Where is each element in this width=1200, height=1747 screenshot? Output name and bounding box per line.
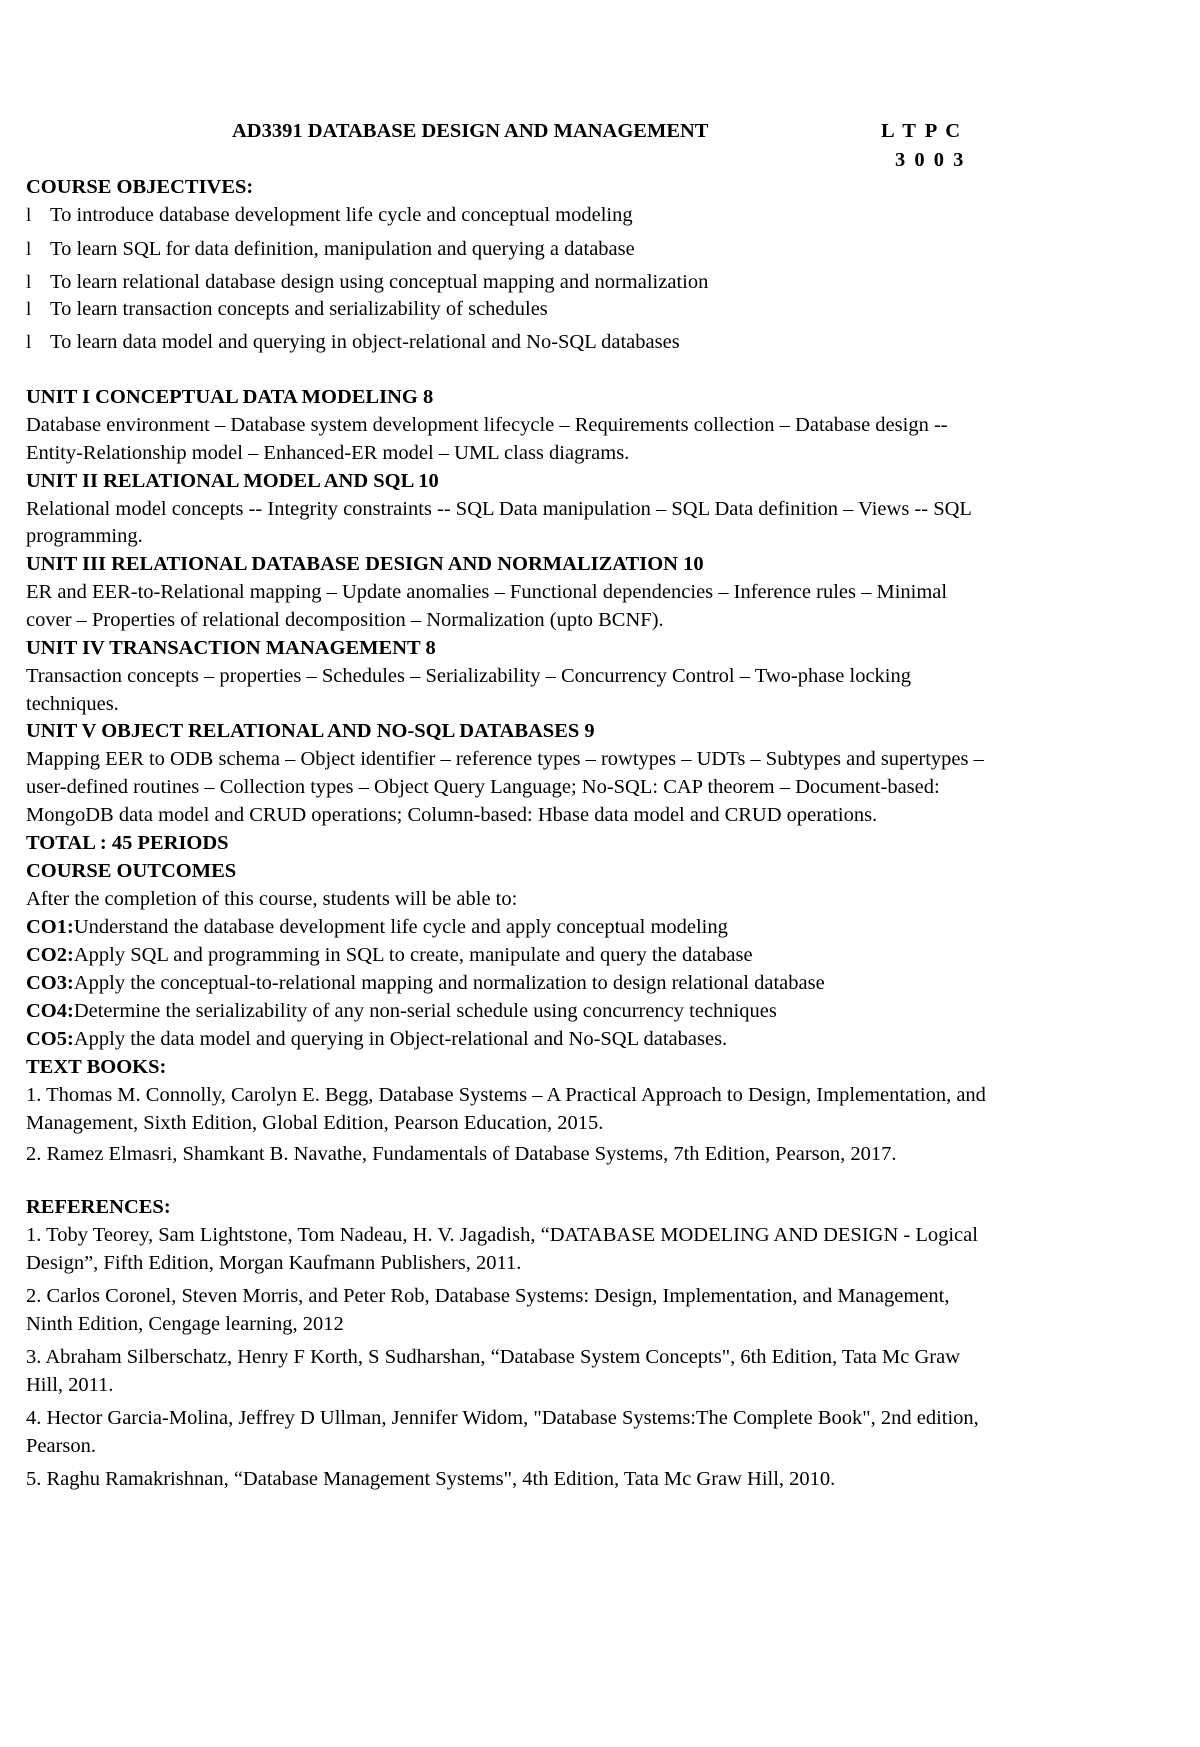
- course-title: AD3391 DATABASE DESIGN AND MANAGEMENT: [232, 120, 709, 142]
- reference-line: 3. Abraham Silberschatz, Henry F Korth, S Sudharshan, “Database System Concepts", 6th Edition, Tata Mc Graw: [26, 1346, 961, 1368]
- outcome-code: CO2:: [26, 944, 74, 966]
- outcome-item: [26, 1001, 777, 1022]
- unit-heading: UNIT III RELATIONAL DATABASE DESIGN AND NORMALIZATION 10: [26, 553, 704, 575]
- objective-item: To learn data model and querying in object-relational and No-SQL databases: [50, 331, 680, 353]
- objective-item: To learn transaction concepts and serializability of schedules: [50, 298, 548, 320]
- reference-line: 1. Toby Teorey, Sam Lightstone, Tom Nadeau, H. V. Jagadish, “DATABASE MODELING AND DESIGN - Logical: [26, 1224, 978, 1246]
- outcome-text: Apply SQL and programming in SQL to create, manipulate and query the database: [73, 944, 753, 966]
- text-book-line: 2. Ramez Elmasri, Shamkant B. Navathe, Fundamentals of Database Systems, 7th Edition, Pearson, 2017.: [26, 1143, 897, 1165]
- outcome-code: CO3:: [26, 972, 74, 994]
- bullet-icon: l: [26, 205, 32, 226]
- outcome-item: [26, 945, 753, 966]
- unit-content-line: Relational model concepts -- Integrity constraints -- SQL Data manipulation – SQL Data definition – Views -- SQL: [26, 498, 972, 520]
- bullet-icon: l: [26, 299, 32, 320]
- outcome-code: CO1:: [26, 916, 74, 938]
- unit-content-line: Transaction concepts – properties – Schedules – Serializability – Concurrency Control – Two-phase locking: [26, 665, 912, 687]
- objective-item: To learn relational database design using conceptual mapping and normalization: [50, 271, 709, 293]
- unit-heading: UNIT IV TRANSACTION MANAGEMENT 8: [26, 637, 436, 659]
- text-book-line: 1. Thomas M. Connolly, Carolyn E. Begg, Database Systems – A Practical Approach to Design, Implementation, and: [26, 1084, 986, 1106]
- outcome-text: Determine the serializability of any non-serial schedule using concurrency techniques: [73, 1000, 777, 1022]
- outcomes-intro: After the completion of this course, students will be able to:: [26, 888, 518, 910]
- total-periods: TOTAL : 45 PERIODS: [26, 832, 229, 854]
- references-heading: REFERENCES:: [26, 1196, 171, 1218]
- objective-item: To learn SQL for data definition, manipulation and querying a database: [50, 238, 635, 260]
- outcome-text: Understand the database development life cycle and apply conceptual modeling: [73, 916, 728, 938]
- outcome-code: CO5:: [26, 1028, 74, 1050]
- text-books-heading: TEXT BOOKS:: [26, 1056, 167, 1078]
- ltpc-values: 3 0 0 3: [895, 149, 966, 171]
- bullet-icon: l: [26, 272, 32, 293]
- unit-heading: UNIT I CONCEPTUAL DATA MODELING 8: [26, 386, 434, 408]
- unit-content-line: ER and EER-to-Relational mapping – Update anomalies – Functional dependencies – Inference rules – Minimal: [26, 581, 948, 603]
- bullet-icon: l: [26, 332, 32, 353]
- outcome-text: Apply the conceptual-to-relational mapping and normalization to design relational database: [73, 972, 825, 994]
- reference-line: Ninth Edition, Cengage learning, 2012: [26, 1313, 344, 1335]
- reference-line: Design”, Fifth Edition, Morgan Kaufmann Publishers, 2011.: [26, 1252, 522, 1274]
- objectives-heading: COURSE OBJECTIVES:: [26, 176, 254, 198]
- unit-heading: UNIT II RELATIONAL MODEL AND SQL 10: [26, 470, 439, 492]
- reference-line: 4. Hector Garcia-Molina, Jeffrey D Ullman, Jennifer Widom, "Database Systems:The Complete Book", 2nd edition,: [26, 1407, 979, 1429]
- unit-content-line: Database environment – Database system development lifecycle – Requirements collection – Database design --: [26, 414, 948, 436]
- outcome-item: [26, 917, 728, 938]
- unit-content-line: Mapping EER to ODB schema – Object identifier – reference types – rowtypes – UDTs – Subtypes and supertypes –: [26, 748, 984, 770]
- reference-line: Hill, 2011.: [26, 1374, 114, 1396]
- bullet-icon: l: [26, 239, 32, 260]
- unit-heading: UNIT V OBJECT RELATIONAL AND NO-SQL DATABASES 9: [26, 720, 595, 742]
- unit-content-line: cover – Properties of relational decomposition – Normalization (upto BCNF).: [26, 609, 664, 631]
- outcome-item: [26, 973, 825, 994]
- outcome-code: CO4:: [26, 1000, 74, 1022]
- reference-line: Pearson.: [26, 1435, 97, 1457]
- ltpc-label: L T P C: [881, 120, 963, 142]
- outcome-text: Apply the data model and querying in Object-relational and No-SQL databases.: [73, 1028, 728, 1050]
- unit-content-line: user-defined routines – Collection types – Object Query Language; No-SQL: CAP theorem – Document-based:: [26, 776, 940, 798]
- reference-line: 2. Carlos Coronel, Steven Morris, and Peter Rob, Database Systems: Design, Implementation, and Management,: [26, 1285, 950, 1307]
- unit-content-line: Entity-Relationship model – Enhanced-ER model – UML class diagrams.: [26, 442, 630, 464]
- unit-content-line: MongoDB data model and CRUD operations; Column-based: Hbase data model and CRUD operations.: [26, 804, 878, 826]
- unit-content-line: techniques.: [26, 693, 119, 715]
- outcome-item: [26, 1029, 727, 1050]
- text-book-line: Management, Sixth Edition, Global Edition, Pearson Education, 2015.: [26, 1112, 604, 1134]
- unit-content-line: programming.: [26, 525, 143, 547]
- objective-item: To introduce database development life cycle and conceptual modeling: [50, 204, 633, 226]
- reference-line: 5. Raghu Ramakrishnan, “Database Management Systems", 4th Edition, Tata Mc Graw Hill, 2010.: [26, 1468, 836, 1490]
- outcomes-heading: COURSE OUTCOMES: [26, 860, 237, 882]
